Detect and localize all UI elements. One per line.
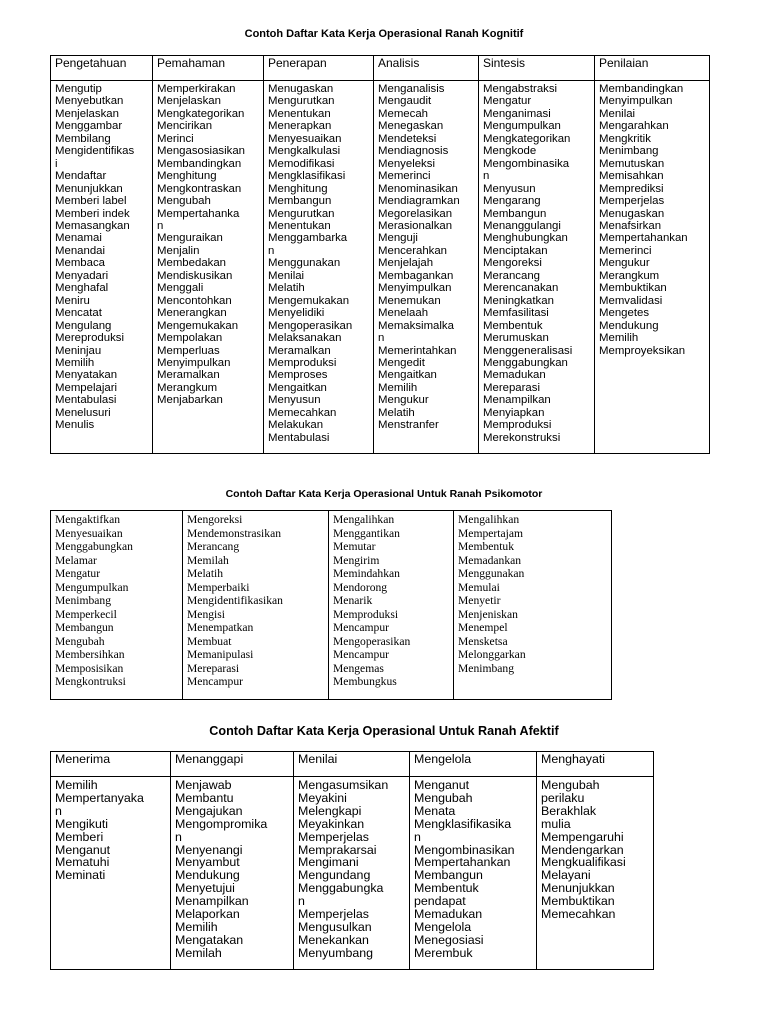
psikomotor-title: Contoh Daftar Kata Kerja Operasional Untuk Ranah Psikomotor	[225, 488, 543, 500]
afektif-menghayati-list: Mengubah perilaku Berakhlak mulia Mempengaruhi Mendengarkan Mengkualifikasi Melayani Menunjukkan Membuktikan Memecahkan	[537, 777, 654, 970]
kognitif-header-penerapan: Penerapan	[264, 56, 374, 81]
kognitif-header-sintesis: Sintesis	[479, 56, 595, 81]
kognitif-sintesis-list: Mengabstraksi Mengatur Menganimasi Mengumpulkan Mengkategorikan Mengkode Mengombinasika n Menyusun Mengarang Membangun Menanggulangi Menghubungkan Menciptakan Mengoreksi Merancang Merencanakan Meningkatkan Memfasilitasi Membentuk Merumuskan Menggeneralisasi Menggabungkan Memadukan Mereparasi Menampilkan Menyiapkan Memproduksi Merekonstruksi	[479, 81, 595, 454]
kognitif-body-row	[51, 81, 710, 454]
afektif-header-mengelola: Mengelola	[410, 752, 537, 777]
kognitif-pengetahuan-list: Mengutip Menyebutkan Menjelaskan Menggambar Membilang Mengidentifikas i Mendaftar Menunjukkan Memberi label Memberi indek Memasangkan Menamai Menandai Membaca Menyadari Menghafal Meniru Mencatat Mengulang Mereproduksi Meninjau Memilih Menyatakan Mempelajari Mentabulasi Menelusuri Menulis	[51, 81, 153, 454]
psikomotor-body-row	[51, 511, 612, 700]
afektif-header-menilai: Menilai	[294, 752, 410, 777]
afektif-title: Contoh Daftar Kata Kerja Operasional Untuk Ranah Afektif	[209, 724, 559, 738]
kognitif-table	[50, 55, 710, 454]
afektif-header-menanggapi: Menanggapi	[171, 752, 294, 777]
afektif-header-row	[51, 752, 654, 777]
kognitif-header-analisis: Analisis	[374, 56, 479, 81]
kognitif-header-pengetahuan: Pengetahuan	[51, 56, 153, 81]
afektif-body-row	[51, 777, 654, 970]
afektif-menanggapi-list: Menjawab Membantu Mengajukan Mengompromika n Menyenangi Menyambut Mendukung Menyetujui Menampilkan Melaporkan Memilih Mengatakan Memilah	[171, 777, 294, 970]
kognitif-penerapan-list: Menugaskan Mengurutkan Menentukan Menerapkan Menyesuaikan Mengkalkulasi Memodifikasi Mengklasifikasi Menghitung Membangun Mengurutkan Menentukan Menggambarka n Menggunakan Menilai Melatih Mengemukakan Menyelidiki Mengoperasikan Melaksanakan Meramalkan Memproduksi Memproses Mengaitkan Menyusun Memecahkan Melakukan Mentabulasi	[264, 81, 374, 454]
kognitif-pemahaman-list: Memperkirakan Menjelaskan Mengkategorikan Mencirikan Merinci Mengasosiasikan Membandingkan Menghitung Mengkontraskan Mengubah Mempertahanka n Menguraikan Menjalin Membedakan Mendiskusikan Menggali Mencontohkan Menerangkan Mengemukakan Mempolakan Memperluas Menyimpulkan Meramalkan Merangkum Menjabarkan	[153, 81, 264, 454]
afektif-menilai-list: Mengasumsikan Meyakini Melengkapi Meyakinkan Memperjelas Memprakarsai Mengimani Mengundang Menggabungka n Memperjelas Mengusulkan Menekankan Menyumbang	[294, 777, 410, 970]
kognitif-header-row	[51, 56, 710, 81]
kognitif-header-penilaian: Penilaian	[595, 56, 710, 81]
afektif-mengelola-list: Menganut Mengubah Menata Mengklasifikasika n Mengombinasikan Mempertahankan Membangun Membentuk pendapat Memadukan Mengelola Menegosiasi Merembuk	[410, 777, 537, 970]
afektif-table	[50, 751, 654, 970]
afektif-header-menghayati: Menghayati	[537, 752, 654, 777]
psikomotor-table	[50, 510, 612, 700]
kognitif-header-pemahaman: Pemahaman	[153, 56, 264, 81]
kognitif-penilaian-list: Membandingkan Menyimpulkan Menilai Mengarahkan Mengkritik Menimbang Memutuskan Memisahkan Memprediksi Memperjelas Menugaskan Menafsirkan Mempertahankan Memerinci Mengukur Merangkum Membuktikan Memvalidasi Mengetes Mendukung Memilih Memproyeksikan	[595, 81, 710, 454]
psikomotor-col-4-list: Mengalihkan Mempertajam Membentuk Memadankan Menggunakan Memulai Menyetir Menjeniskan Menempel Mensketsa Melonggarkan Menimbang	[454, 511, 612, 700]
afektif-menerima-list: Memilih Mempertanyaka n Mengikuti Memberi Menganut Mematuhi Meminati	[51, 777, 171, 970]
kognitif-analisis-list: Menganalisis Mengaudit Memecah Menegaskan Mendeteksi Mendiagnosis Menyeleksi Memerinci Menominasikan Mendiagramkan Megorelasikan Merasionalkan Menguji Mencerahkan Menjelajah Membagankan Menyimpulkan Menemukan Menelaah Memaksimalka n Memerintahkan Mengedit Mengaitkan Memilih Mengukur Melatih Menstranfer	[374, 81, 479, 454]
kognitif-title: Contoh Daftar Kata Kerja Operasional Ranah Kognitif	[244, 28, 524, 40]
psikomotor-col-2-list: Mengoreksi Mendemonstrasikan Merancang Memilah Melatih Memperbaiki Mengidentifikasikan Mengisi Menempatkan Membuat Memanipulasi Mereparasi Mencampur	[183, 511, 329, 700]
afektif-header-menerima: Menerima	[51, 752, 171, 777]
psikomotor-col-1-list: Mengaktifkan Menyesuaikan Menggabungkan Melamar Mengatur Mengumpulkan Menimbang Memperkecil Membangun Mengubah Membersihkan Memposisikan Mengkontruksi	[51, 511, 183, 700]
psikomotor-col-3-list: Mengalihkan Menggantikan Memutar Mengirim Memindahkan Mendorong Menarik Memproduksi Mencampur Mengoperasikan Mencampur Mengemas Membungkus	[329, 511, 454, 700]
